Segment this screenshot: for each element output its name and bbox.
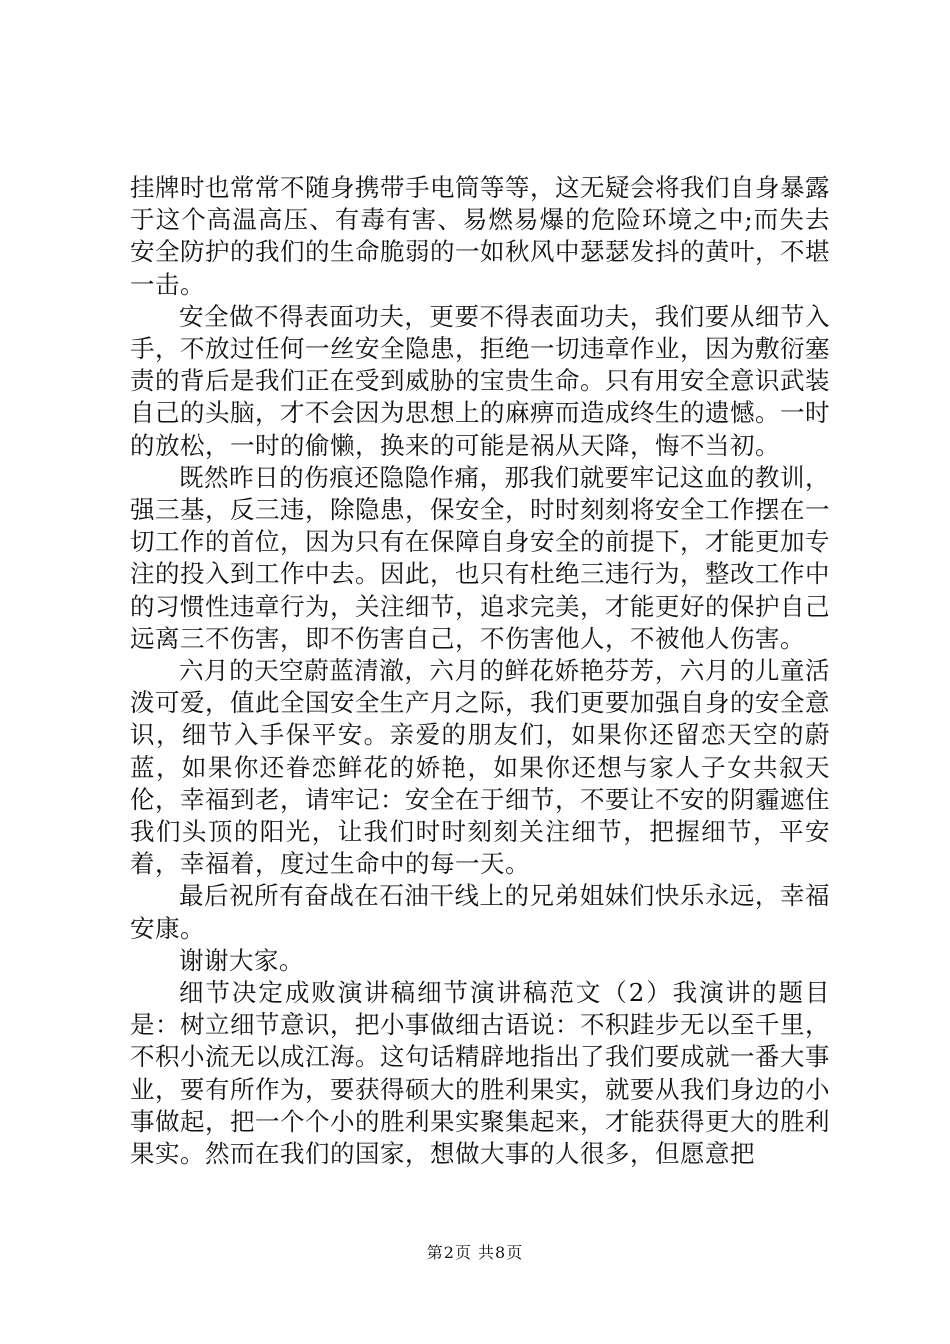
paragraph: 六月的天空蔚蓝清澈，六月的鲜花娇艳芬芳，六月的儿童活泼可爱，值此全国安全生产月之际，我们更要加强自身的安全意识，细节入手保平安。亲爱的朋友们，如果你还留恋天空的蔚蓝，如果你还眷恋鲜花的娇艳，如果你还想与家人子女共叙天伦，幸福到老，请牢记：安全在于细节，不要让不安的阴霾遮住我们头顶的阳光，让我们时时刻刻关注细节，把握细节，平安着，幸福着，度过生命中的每一天。 bbox=[130, 656, 830, 879]
paragraph: 挂牌时也常常不随身携带手电筒等等，这无疑会将我们自身暴露于这个高温高压、有毒有害、易燃易爆的危险环境之中;而失去安全防护的我们的生命脆弱的一如秋风中瑟瑟发抖的黄叶，不堪一击。 bbox=[130, 173, 830, 299]
document-body bbox=[130, 172, 830, 1170]
page-number-footer: 第2页 共8页 bbox=[426, 1243, 524, 1262]
paragraph: 既然昨日的伤痕还隐隐作痛，那我们就要牢记这血的教训，强三基，反三违，除隐患，保安全，时时刻刻将安全工作摆在一切工作的首位，因为只有在保障自身安全的前提下，才能更加专注的投入到工作中去。因此，也只有杜绝三违行为，整改工作中的习惯性违章行为，关注细节，追求完美，才能更好的保护自己远离三不伤害，即不伤害自己，不伤害他人，不被他人伤害。 bbox=[130, 462, 830, 653]
paragraph: 谢谢大家。 bbox=[179, 945, 304, 975]
paragraph: 细节决定成败演讲稿细节演讲稿范文（2）我演讲的题目是：树立细节意识，把小事做细古语说：不积跬步无以至千里，不积小流无以成江海。这句话精辟地指出了我们要成就一番大事业，要有所作为，要获得硕大的胜利果实，就要从我们身边的小事做起，把一个个小的胜利果实聚集起来，才能获得更大的胜利果实。然而在我们的国家，想做大事的人很多，但愿意把 bbox=[130, 978, 830, 1169]
paragraph: 安全做不得表面功夫，更要不得表面功夫，我们要从细节入手，不放过任何一丝安全隐患，拒绝一切违章作业，因为敷衍塞责的背后是我们正在受到威胁的宝贵生命。只有用安全意识武装自己的头脑，才不会因为思想上的麻痹而造成终生的遗憾。一时的放松，一时的偷懒，换来的可能是祸从天降，悔不当初。 bbox=[130, 301, 830, 460]
paragraph: 最后祝所有奋战在石油干线上的兄弟姐妹们快乐永远，幸福安康。 bbox=[130, 881, 830, 943]
